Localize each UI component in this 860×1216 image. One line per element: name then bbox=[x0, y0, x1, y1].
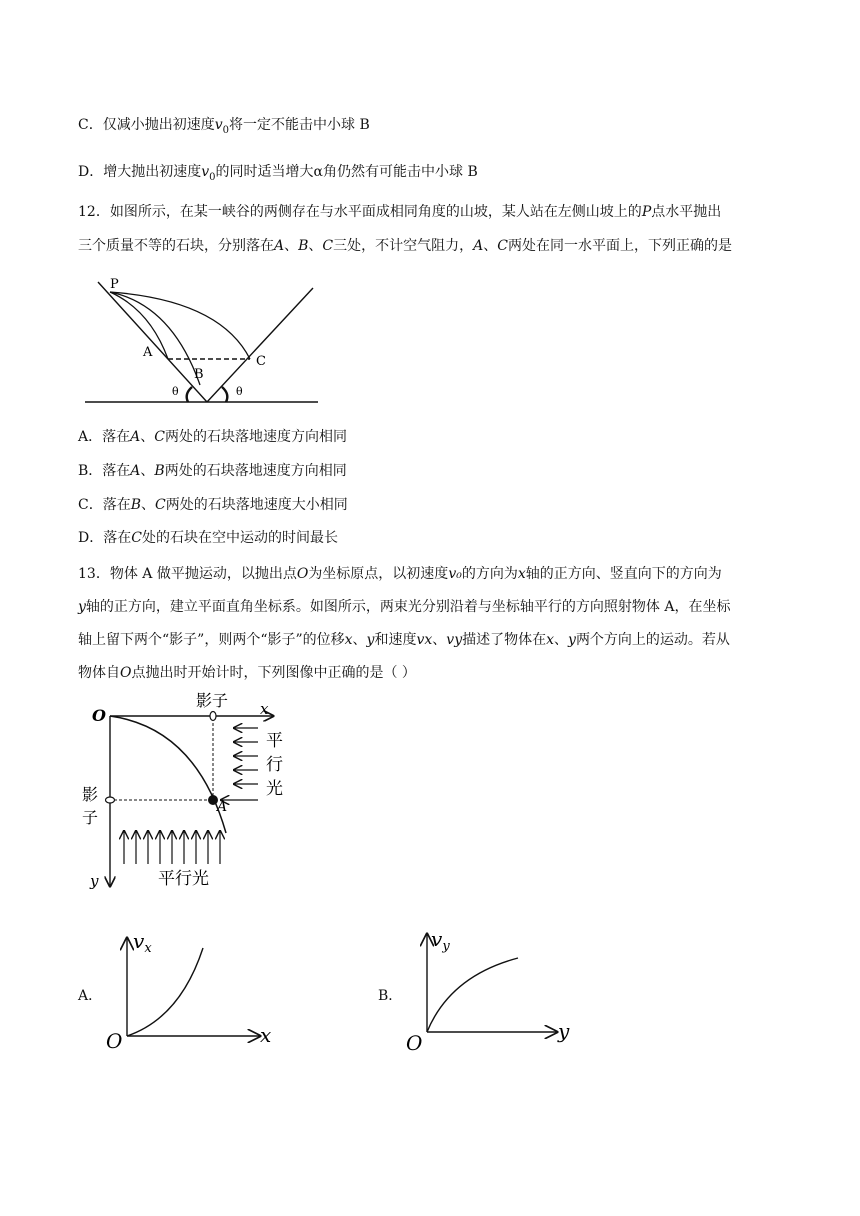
graph-a-y-v: v bbox=[133, 929, 145, 953]
sep: 、 bbox=[308, 238, 323, 254]
graph-a-y-sub: x bbox=[144, 941, 152, 956]
graph-b-x-label: y bbox=[558, 1019, 570, 1043]
q12-d-text-1: D．落在 bbox=[78, 530, 132, 546]
q11-d-text-2: 的同时适当增大 bbox=[215, 164, 314, 180]
q12-stem2-text-3: 两处在同一水平面上，下列正确的是 bbox=[507, 238, 732, 254]
q13-l3-y: y bbox=[366, 632, 375, 648]
q12-c-text-1: C．落在 bbox=[78, 497, 131, 513]
q11-c-text-1: C．仅减小抛出初速度 bbox=[78, 117, 215, 133]
q13-l3-x2: x bbox=[546, 632, 555, 648]
q13-l1-text-2: 为坐标原点，以初速度 bbox=[308, 566, 449, 582]
label-origin: O bbox=[92, 706, 106, 725]
q11-d-text-1: D．增大抛出初速度 bbox=[78, 164, 202, 180]
graph-b-y-label bbox=[431, 927, 450, 954]
q13-l4-o: O bbox=[120, 665, 132, 681]
right-angle-arc bbox=[222, 387, 227, 402]
q13-l3-y2: y bbox=[568, 632, 576, 648]
label-light-right-1: 平 bbox=[266, 731, 283, 751]
q13-l1-x: x bbox=[517, 566, 526, 582]
q13-l2-y: y bbox=[78, 599, 86, 615]
label-shadow-top: 影子 bbox=[196, 691, 229, 710]
sep: 、 bbox=[483, 238, 498, 254]
label-p: P bbox=[110, 277, 119, 292]
q13-l3-vy: vy bbox=[446, 632, 463, 648]
sep: 、 bbox=[284, 238, 299, 254]
q12-d-text-2: 处的石块在空中运动的时间最长 bbox=[141, 530, 338, 546]
q12-stem-line-2 bbox=[78, 236, 732, 256]
q11-c-v-sub: 0 bbox=[222, 124, 230, 136]
q13-l3-text-3: 描述了物体在 bbox=[462, 632, 547, 648]
label-theta-left: θ bbox=[172, 385, 179, 398]
label-shadow-left-2: 子 bbox=[82, 808, 99, 827]
q12-b-y: B bbox=[154, 463, 165, 479]
label-b: B bbox=[194, 367, 204, 382]
q13-l3-text-4: 两个方向上的运动。若从 bbox=[575, 632, 730, 648]
trajectory-curve bbox=[110, 716, 226, 833]
q13-l4-text-2: 点抛出时开始计时，下列图像中正确的是（ ） bbox=[131, 665, 416, 681]
q12-c-y: C bbox=[155, 497, 166, 513]
graph-b-y-v: v bbox=[431, 927, 443, 951]
q13-l1-text-3: 的方向为 bbox=[461, 566, 518, 582]
label-theta-right: θ bbox=[236, 385, 243, 398]
q11-option-d bbox=[78, 162, 478, 188]
q12-stem2-a2: A bbox=[473, 238, 484, 254]
y-shadow-marker bbox=[106, 797, 115, 803]
graph-a-origin: O bbox=[106, 1029, 123, 1053]
graph-a-x-label: x bbox=[260, 1023, 272, 1047]
q11-c-text-2: 将一定不能击中小球 B bbox=[229, 117, 370, 133]
q13-l4-text-1: 物体自 bbox=[78, 665, 120, 681]
q12-option-c bbox=[78, 495, 348, 515]
q12-a-y: C bbox=[154, 429, 165, 445]
q12-stem-p: P bbox=[641, 204, 652, 220]
q12-stem2-c2: C bbox=[497, 238, 508, 254]
trajectory-to-b bbox=[110, 292, 200, 385]
q13-l1-v0: v₀ bbox=[448, 566, 462, 582]
sep: 、 bbox=[432, 632, 447, 648]
sep: 、 bbox=[140, 429, 155, 445]
q13-stem-line-3 bbox=[78, 630, 730, 650]
q13-l3-vx: vx bbox=[416, 632, 433, 648]
q12-a-text-2: 两处的石块落地速度方向相同 bbox=[164, 429, 347, 445]
q12-b-text-1: B．落在 bbox=[78, 463, 131, 479]
sep: 、 bbox=[554, 632, 569, 648]
graph-b bbox=[400, 926, 580, 1056]
q11-d-alpha: α bbox=[313, 164, 323, 180]
q12-valley-figure bbox=[80, 270, 325, 410]
label-light-right-3: 光 bbox=[266, 779, 283, 799]
q11-d-text-3: 角仍然有可能击中小球 B bbox=[323, 164, 478, 180]
label-light-right-2: 行 bbox=[266, 755, 283, 775]
q13-l1-text-4: 轴的正方向、竖直向下的方向为 bbox=[525, 566, 722, 582]
sep: 、 bbox=[141, 497, 156, 513]
q12-stem-text-2: 点水平抛出 bbox=[651, 204, 722, 220]
horizontal-light-arrows bbox=[221, 728, 258, 800]
q11-d-v: v bbox=[201, 164, 210, 180]
q12-option-b bbox=[78, 461, 347, 481]
q12-b-text-2: 两处的石块落地速度方向相同 bbox=[164, 463, 347, 479]
q12-option-a bbox=[78, 427, 347, 447]
q12-option-d bbox=[78, 528, 338, 548]
label-light-bottom: 平行光 bbox=[158, 869, 209, 889]
q13-l3-x: x bbox=[344, 632, 353, 648]
q12-a-x: A bbox=[130, 429, 141, 445]
label-c: C bbox=[256, 354, 266, 369]
q12-stem2-text-1: 三个质量不等的石块，分别落在 bbox=[78, 238, 274, 254]
q11-c-v: v bbox=[214, 117, 223, 133]
q12-c-x: B bbox=[130, 497, 142, 513]
label-y-axis: y bbox=[90, 872, 99, 890]
graph-b-origin: O bbox=[406, 1031, 423, 1055]
q12-d-x: C bbox=[131, 530, 142, 546]
q13-projectile-figure bbox=[78, 688, 308, 898]
q12-stem2-b: B bbox=[298, 238, 309, 254]
graph-b-y-sub: y bbox=[442, 939, 450, 954]
trajectory-to-c bbox=[110, 292, 250, 359]
vertical-light-arrows bbox=[124, 831, 220, 864]
q13-l1-text-1: 13．物体 A 做平抛运动，以抛出点 bbox=[78, 566, 297, 582]
x-shadow-marker bbox=[210, 712, 216, 721]
sep: 、 bbox=[352, 632, 367, 648]
label-shadow-left-1: 影 bbox=[82, 785, 99, 804]
label-x-axis: x bbox=[260, 700, 269, 718]
graph-a-label: A． bbox=[78, 988, 103, 1004]
q12-stem-line-1 bbox=[78, 202, 721, 222]
q12-c-text-2: 两处的石块落地速度大小相同 bbox=[165, 497, 348, 513]
q12-a-text-1: A．落在 bbox=[78, 429, 131, 445]
q12-stem2-c: C bbox=[322, 238, 334, 254]
left-slope bbox=[98, 282, 207, 402]
q13-l3-text-1: 轴上留下两个“影子”，则两个“影子”的位移 bbox=[78, 632, 345, 648]
q13-stem-line-2 bbox=[78, 597, 730, 617]
right-slope bbox=[207, 288, 313, 402]
graph-a-y-label bbox=[133, 929, 152, 956]
graph-b-curve bbox=[427, 958, 518, 1032]
graph-a-curve bbox=[127, 948, 203, 1036]
sep: 、 bbox=[140, 463, 155, 479]
q11-option-c bbox=[78, 115, 370, 141]
label-a: A bbox=[143, 345, 153, 360]
q12-stem2-text-2: 三处，不计空气阻力， bbox=[333, 238, 474, 254]
q13-l1-o: O bbox=[296, 566, 309, 582]
graph-b-label: B． bbox=[378, 988, 403, 1004]
q11-d-v-sub: 0 bbox=[209, 171, 216, 183]
q12-stem2-a: A bbox=[274, 238, 285, 254]
q13-stem-line-1 bbox=[78, 564, 722, 584]
q13-stem-line-4 bbox=[78, 663, 416, 683]
left-angle-arc bbox=[187, 387, 192, 402]
graph-a bbox=[100, 928, 280, 1053]
label-a: A bbox=[217, 799, 228, 815]
q12-stem-text-1: 12．如图所示，在某一峡谷的两侧存在与水平面成相同角度的山坡，某人站在左侧山坡上的 bbox=[78, 204, 642, 220]
q13-l2-text: 轴的正方向，建立平面直角坐标系。如图所示，两束光分别沿着与坐标轴平行的方向照射物体 A，在坐标 bbox=[85, 599, 731, 615]
q13-l3-text-2: 和速度 bbox=[374, 632, 417, 648]
q12-b-x: A bbox=[130, 463, 141, 479]
